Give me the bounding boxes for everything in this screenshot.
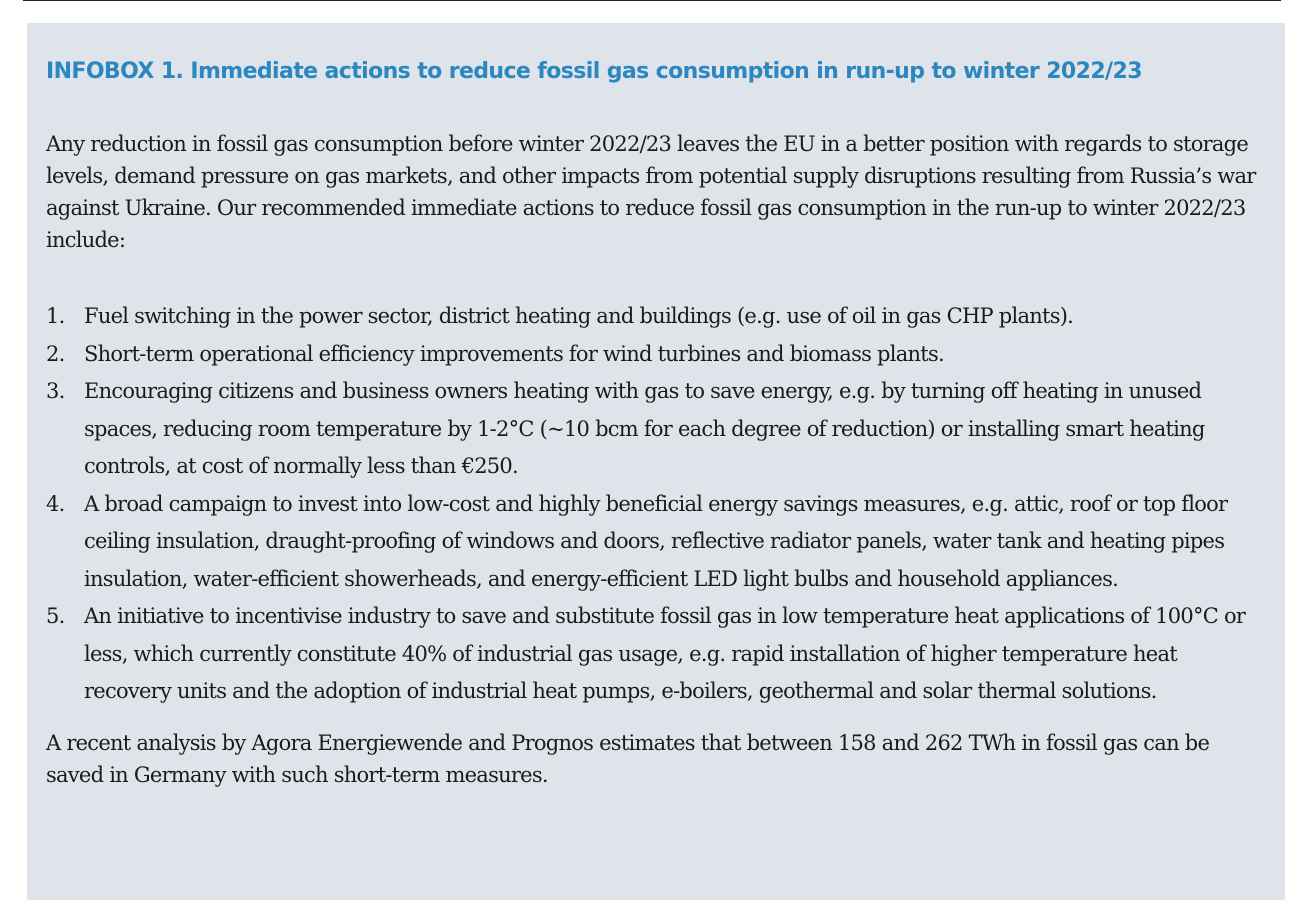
intro-paragraph: Any reduction in fossil gas consumption before winter 2022/23 leaves the EU in a better position with regards to storage levels, demand pressure on gas markets, and other impacts from potential supply disruptions resulting from Russia’s war against Ukraine. Our recommended immediate actions to reduce fossil gas consumption in the run-up to winter 2022/23 include: xyxy=(46,132,1256,252)
closing-paragraph: A recent analysis by Agora Energiewende and Prognos estimates that between 158 and 262 TWh in fossil gas can be saved in Germany with such short-term measures. xyxy=(46,730,1210,787)
list-item-text: A broad campaign to invest into low-cost and highly beneficial energy savings measures, e.g. attic, roof or top floor ceiling insulation, draught-proofing of windows and doors, reflective radiator panels, water tank and heating pipes insulation, water-efficient showerheads, and energy-efficient LED light bulbs and household appliances. xyxy=(84,491,1228,591)
list-item-number: 2. xyxy=(46,341,65,366)
list-item xyxy=(46,486,1265,599)
list-item-number: 1. xyxy=(46,304,65,328)
list-item xyxy=(46,336,1265,374)
list-item xyxy=(46,298,1265,336)
list-item-number: 4. xyxy=(46,491,65,516)
list-item xyxy=(46,373,1265,486)
list-item-text: An initiative to incentivise industry to save and substitute fossil gas in low temperature heat applications of 100°C or less, which currently constitute 40% of industrial gas usage, e.g. rapid installation of higher temperature heat recovery units and the adoption of industrial heat pumps, e-boilers, geothermal and solar thermal solutions. xyxy=(84,604,1246,703)
action-list xyxy=(46,298,1265,711)
list-item xyxy=(46,598,1265,711)
infobox-title: INFOBOX 1. Immediate actions to reduce fossil gas consumption in run-up to winter 2022/23 xyxy=(46,59,1142,84)
list-item-text: Encouraging citizens and business owners heating with gas to save energy, e.g. by turning off heating in unused spaces, reducing room temperature by 1-2°C (~10 bcm for each degree of reduction) or installing smart heating controls, at cost of normally less than €250. xyxy=(84,379,1205,478)
list-item-text: Fuel switching in the power sector, district heating and buildings (e.g. use of oil in gas CHP plants). xyxy=(84,304,1074,328)
top-divider xyxy=(23,0,1281,1)
list-item-number: 5. xyxy=(46,604,65,628)
infobox xyxy=(27,23,1285,900)
list-item-number: 3. xyxy=(46,379,65,403)
list-item-text: Short-term operational efficiency improvements for wind turbines and biomass plants. xyxy=(84,341,944,366)
